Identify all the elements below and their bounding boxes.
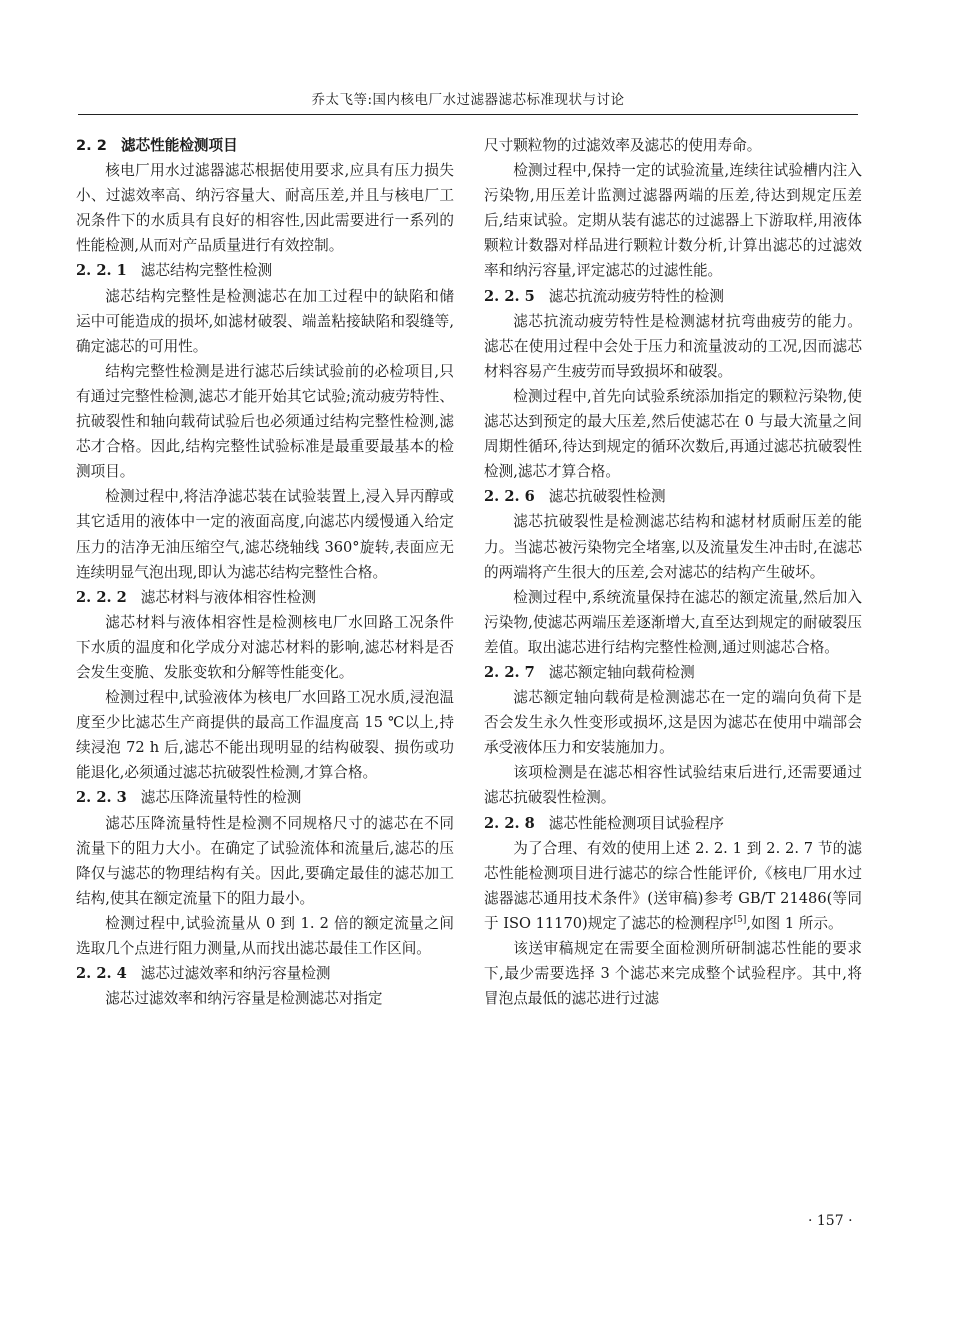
subsection-title: 滤芯抗破裂性检测 xyxy=(548,488,666,506)
subsection-title: 滤芯额定轴向载荷检测 xyxy=(548,663,695,681)
subsection-heading-2-2-6 xyxy=(484,484,862,509)
subsection-heading-2-2-1 xyxy=(76,258,454,283)
paragraph: 滤芯抗破裂性是检测滤芯结构和滤材材质耐压差的能力。当滤芯被污染物完全堵塞,以及流量发生冲击时,在滤芯的两端将产生很大的压差,会对滤芯的结构产生破坏。 xyxy=(484,513,862,581)
paragraph xyxy=(484,836,862,936)
paragraph-continuation: 尺寸颗粒物的过滤效率及滤芯的使用寿命。 xyxy=(484,137,762,154)
subsection-title: 滤芯结构完整性检测 xyxy=(140,262,273,280)
paragraph: 检测过程中,首先向试验系统添加指定的颗粒污染物,使滤芯达到预定的最大压差,然后使滤芯在 0 与最大流量之间周期性循环,待达到规定的循环次数后,再通过滤芯抗破裂性检测,滤芯才算合格。 xyxy=(484,387,862,481)
paragraph: 检测过程中,将洁净滤芯装在试验装置上,浸入异丙醇或其它适用的液体中一定的液面高度,向滤芯内缓慢通入给定压力的洁净无油压缩空气,滤芯绕轴线 360°旋转,表面应无连续明显气泡出现,即认为滤芯结构完整性合格。 xyxy=(76,488,454,581)
right-column xyxy=(484,133,862,1011)
subsection-heading-2-2-7 xyxy=(484,660,862,685)
subsection-number: 2. 2. 8 xyxy=(484,814,535,832)
subsection-number: 2. 2. 3 xyxy=(76,789,127,807)
subsection-number: 2. 2. 7 xyxy=(484,663,535,681)
paragraph: 滤芯额定轴向载荷是检测滤芯在一定的端向负荷下是否会发生永久性变形或损坏,这是因为滤芯在使用中端部会承受液体压力和安装施加力。 xyxy=(484,689,862,757)
subsection-number: 2. 2. 1 xyxy=(76,262,127,280)
paragraph-text: 为了合理、有效的使用上述 2. 2. 1 到 2. 2. 7 节的滤芯性能检测项目进行滤芯的综合性能评价,《核电厂用水过滤器滤芯通用技术条件》(送审稿)参考 GB/T 21486(等同于 ISO 11170)规定了滤芯的检测程序 xyxy=(484,839,862,932)
subsection-heading-2-2-2 xyxy=(76,585,454,610)
subsection-heading-2-2-5 xyxy=(484,284,862,309)
paragraph: 滤芯材料与液体相容性是检测核电厂水回路工况条件下水质的温度和化学成分对滤芯材料的影响,滤芯材料是否会发生变脆、发胀变软和分解等性能变化。 xyxy=(76,613,454,681)
section-heading-2-2 xyxy=(76,133,454,158)
subsection-heading-2-2-8 xyxy=(484,811,862,836)
subsection-number: 2. 2. 6 xyxy=(484,488,535,506)
running-header xyxy=(78,88,858,115)
subsection-heading-2-2-4 xyxy=(76,961,454,986)
paragraph: 检测过程中,保持一定的试验流量,连续往试验槽内注入污染物,用压差计监测过滤器两端的压差,待达到规定压差后,结束试验。定期从装有滤芯的过滤器上下游取样,用液体颗粒计数器对样品进行颗粒计数分析,计算出滤芯的过滤效率和纳污容量,评定滤芯的过滤性能。 xyxy=(484,162,862,280)
paragraph: 检测过程中,试验流量从 0 到 1. 2 倍的额定流量之间选取几个点进行阻力测量,从而找出滤芯最佳工作区间。 xyxy=(76,914,454,957)
subsection-title: 滤芯过滤效率和纳污容量检测 xyxy=(140,965,331,983)
citation-reference[interactable]: [5] xyxy=(733,915,747,926)
paragraph: 核电厂用水过滤器滤芯根据使用要求,应具有压力损失小、过滤效率高、纳污容量大、耐高压差,并且与核电厂工况条件下的水质具有良好的相容性,因此需要进行一系列的性能检测,从而对产品质量进行有效控制。 xyxy=(76,162,454,255)
paragraph: 结构完整性检测是进行滤芯后续试验前的必检项目,只有通过完整性检测,滤芯才能开始其它试验;流动疲劳特性、抗破裂性和轴向载荷试验后也必须通过结构完整性检测,滤芯才合格。因此,结构完整性试验标准是最重要最基本的检测项目。 xyxy=(76,362,454,481)
subsection-number: 2. 2. 2 xyxy=(76,588,127,606)
running-title: 乔太飞等:国内核电厂水过滤器滤芯标准现状与讨论 xyxy=(311,92,625,108)
subsection-title: 滤芯材料与液体相容性检测 xyxy=(140,588,316,606)
paragraph: 该项检测是在滤芯相容性试验结束后进行,还需要通过滤芯抗破裂性检测。 xyxy=(484,764,862,807)
paragraph: 检测过程中,试验液体为核电厂水回路工况水质,浸泡温度至少比滤芯生产商提供的最高工作温度高 15 ℃以上,持续浸泡 72 h 后,滤芯不能出现明显的结构破裂、损伤或功能退化,必须通过滤芯抗破裂性检测,才算合格。 xyxy=(76,689,454,782)
page-number: · 157 · xyxy=(808,1213,853,1229)
section-number: 2. 2 xyxy=(76,137,107,154)
subsection-title: 滤芯性能检测项目试验程序 xyxy=(548,814,724,832)
subsection-number: 2. 2. 5 xyxy=(484,287,535,305)
subsection-heading-2-2-3 xyxy=(76,785,454,810)
section-title: 滤芯性能检测项目 xyxy=(120,137,238,154)
paragraph: 滤芯抗流动疲劳特性是检测滤材抗弯曲疲劳的能力。滤芯在使用过程中会处于压力和流量波动的工况,因而滤芯材料容易产生疲劳而导致损坏和破裂。 xyxy=(484,312,862,380)
paragraph: 滤芯结构完整性是检测滤芯在加工过程中的缺陷和储运中可能造成的损坏,如滤材破裂、端盖粘接缺陷和裂缝等,确定滤芯的可用性。 xyxy=(76,287,454,355)
paragraph: 检测过程中,系统流量保持在滤芯的额定流量,然后加入污染物,使滤芯两端压差逐渐增大,直至达到规定的耐破裂压差值。取出滤芯进行结构完整性检测,通过则滤芯合格。 xyxy=(484,588,862,656)
left-column xyxy=(76,133,454,1011)
paragraph: 该送审稿规定在需要全面检测所研制滤芯性能的要求下,最少需要选择 3 个滤芯来完成整个试验程序。其中,将冒泡点最低的滤芯进行过滤 xyxy=(484,940,862,1008)
paragraph: 滤芯压降流量特性是检测不同规格尺寸的滤芯在不同流量下的阻力大小。在确定了试验流体和流量后,滤芯的压降仅与滤芯的物理结构有关。因此,要确定最佳的滤芯加工结构,使其在额定流量下的阻力最小。 xyxy=(76,814,454,907)
subsection-title: 滤芯压降流量特性的检测 xyxy=(140,789,302,807)
paragraph: 滤芯过滤效率和纳污容量是检测滤芯对指定 xyxy=(105,990,383,1008)
paragraph-text: ,如图 1 所示。 xyxy=(746,914,843,932)
subsection-title: 滤芯抗流动疲劳特性的检测 xyxy=(548,287,724,305)
subsection-number: 2. 2. 4 xyxy=(76,965,127,983)
